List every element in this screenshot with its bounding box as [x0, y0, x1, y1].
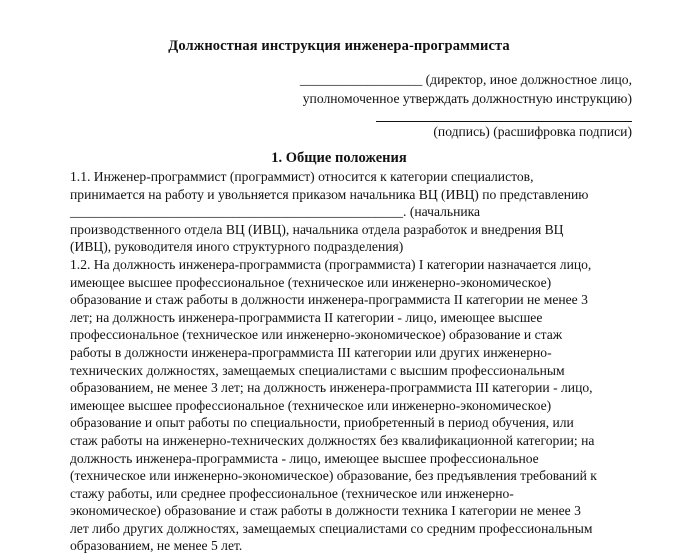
body-line: лет либо других должностях, замещаемых специалистами со средним профессиональным: [70, 520, 593, 536]
approval-line-3: (подпись) (расшифровка подписи): [433, 124, 632, 139]
body-line: образованием, не менее 5 лет.: [70, 538, 243, 554]
body-line: экономическое) образование и стаж работы в должности техника I категории не менее 3: [70, 503, 581, 519]
approval-line-2: уполномоченное утверждать должностную инструкцию): [302, 91, 632, 106]
approval-block: [300, 70, 632, 141]
body-line: 1.1. Инженер-программист (программист) относится к категории специалистов,: [70, 169, 534, 184]
body-line: (ИВЦ), руководителя иного структурного подразделения): [70, 239, 404, 255]
body-line: стажу работы, или среднее профессиональное (техническое или инженерно-: [70, 485, 514, 501]
body-line: (техническое или инженерно-экономическое) образование, без предъявления требований к: [70, 468, 597, 484]
body-line: принимается на работу и увольняется приказом начальника ВЦ (ИВЦ) по представлению: [70, 186, 589, 202]
body-line: образование и стаж работы в должности инженера-программиста II категории не менее 3: [70, 292, 588, 308]
body-line: должность инженера-программиста - лицо, имеющее высшее профессиональное: [70, 450, 539, 466]
body-line: стаж работы на инженерно-технических должностях без квалификационной категории; на: [70, 432, 595, 448]
body-line: производственного отдела ВЦ (ИВЦ), начальника отдела разработок и внедрения ВЦ: [70, 221, 564, 237]
body-line: профессиональное (техническое или инженерно-экономическое) образование и стаж: [70, 327, 563, 343]
body-line: имеющее высшее профессиональное (техническое или инженерно-экономическое): [70, 274, 552, 290]
body-line: технических должностях, замещаемых специалистами с высшим профессиональным: [70, 362, 565, 378]
body-line: имеющее высшее профессиональное (техническое или инженерно-экономическое): [70, 397, 552, 413]
body-line: работы в должности инженера-программиста III категории или других инженерно-: [70, 344, 552, 360]
body-line: 1.2. На должность инженера-программиста (программиста) I категории назначается лицо,: [70, 256, 592, 272]
section-title: 1. Общие положения: [271, 150, 407, 166]
document-title: Должностная инструкция инженера-программиста: [168, 38, 510, 54]
document-body: [70, 168, 630, 555]
body-line: _________________________________________________. (начальника: [70, 204, 481, 220]
body-line: лет; на должность инженера-программиста II категории - лицо, имеющее высшее: [70, 309, 543, 325]
signature-line: [300, 108, 632, 122]
approval-line-1: __________________ (директор, иное должностное лицо,: [299, 72, 632, 87]
body-line: образованием, не менее 3 лет; на должность инженера-программиста III категории - лицо,: [70, 380, 593, 396]
body-line: образование и опыт работы по специальности, приобретенный в период обучения, или: [70, 415, 574, 431]
